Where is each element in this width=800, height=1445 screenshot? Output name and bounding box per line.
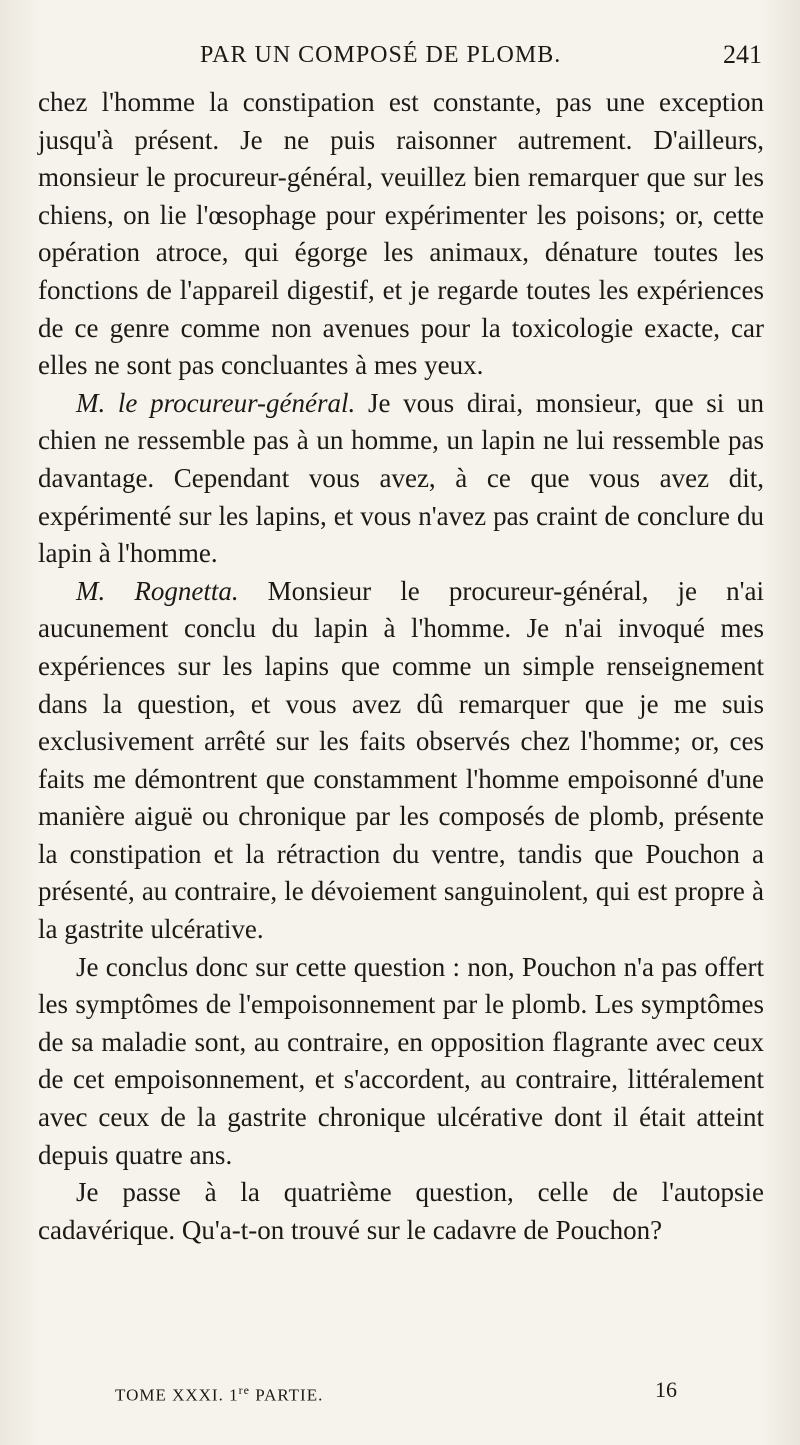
body-text — [38, 84, 764, 1249]
paragraph-3 — [38, 573, 764, 949]
paragraph-text: Monsieur le procureur-général, je n'ai aucunement conclu du lapin à l'homme. Je n'ai invoqué mes expériences sur les lapins que comme un simple renseignement dans la question, et vous avez dû remarquer que je me suis exclusivement arrêté sur les faits observés chez l'homme; or, ces faits me démontrent que constamment l'homme empoisonné d'une manière aiguë ou chronique par les composés de plomb, présente la constipation et la rétraction du ventre, tandis que Pouchon a présenté, au contraire, le dévoiement sanguinolent, qui est propre à la gastrite ulcérative. — [38, 575, 764, 945]
paragraph-text: chez l'homme la constipation est constante, pas une exception jusqu'à présent. Je ne puis raisonner autrement. D'ailleurs, monsieur le procureur-général, veuillez bien remarquer que sur les chiens, on lie l'œsophage pour expérimenter les poisons; or, cette opération atroce, qui égorge les animaux, dénature toutes les fonctions de l'appareil digestif, et je regarde toutes les expériences de ce genre comme non avenues pour la toxicologie exacte, car elles ne sont pas concluantes à mes yeux. — [38, 87, 764, 381]
signature-suffix: PARTIE. — [249, 1385, 324, 1405]
sheet-number: 16 — [655, 1377, 677, 1402]
page-number: 241 — [723, 40, 762, 69]
speaker-name: M. le procureur-général. — [76, 387, 356, 418]
paragraph-text: Je passe à la quatrième question, celle de l'autopsie cadavérique. Qu'a-t-on trouvé sur le cadavre de Pouchon? — [38, 1177, 764, 1245]
paragraph-text: Je conclus donc sur cette question : non, Pouchon n'a pas offert les symptômes de l'empoisonnement par le plomb. Les symptômes de sa maladie sont, au contraire, en opposition flagrante avec ceux de cet empoisonnement, et s'accordent, au contraire, littéralement avec ceux de la gastrite chronique ulcérative dont il était atteint depuis quatre ans. — [38, 951, 764, 1170]
page-footer — [0, 1377, 800, 1407]
paragraph-4 — [38, 949, 764, 1175]
signature-superscript: re — [238, 1383, 250, 1397]
speaker-name: M. Rognetta. — [76, 575, 239, 606]
paragraph-5 — [38, 1174, 764, 1249]
paragraph-2 — [38, 385, 764, 573]
running-title: PAR UN COMPOSÉ DE PLOMB. — [200, 42, 562, 68]
running-head — [0, 40, 800, 76]
paragraph-1 — [38, 84, 764, 385]
signature-prefix: TOME XXXI. 1 — [115, 1385, 239, 1405]
paragraph-text: Je vous dirai, monsieur, que si un chien ne ressemble pas à un homme, un lapin ne lui ressemble pas davantage. Cependant vous avez, à ce que vous avez dit, expérimenté sur les lapins, et vous n'avez pas craint de conclure du lapin à l'homme. — [38, 387, 765, 569]
printer-signature — [115, 1383, 323, 1406]
